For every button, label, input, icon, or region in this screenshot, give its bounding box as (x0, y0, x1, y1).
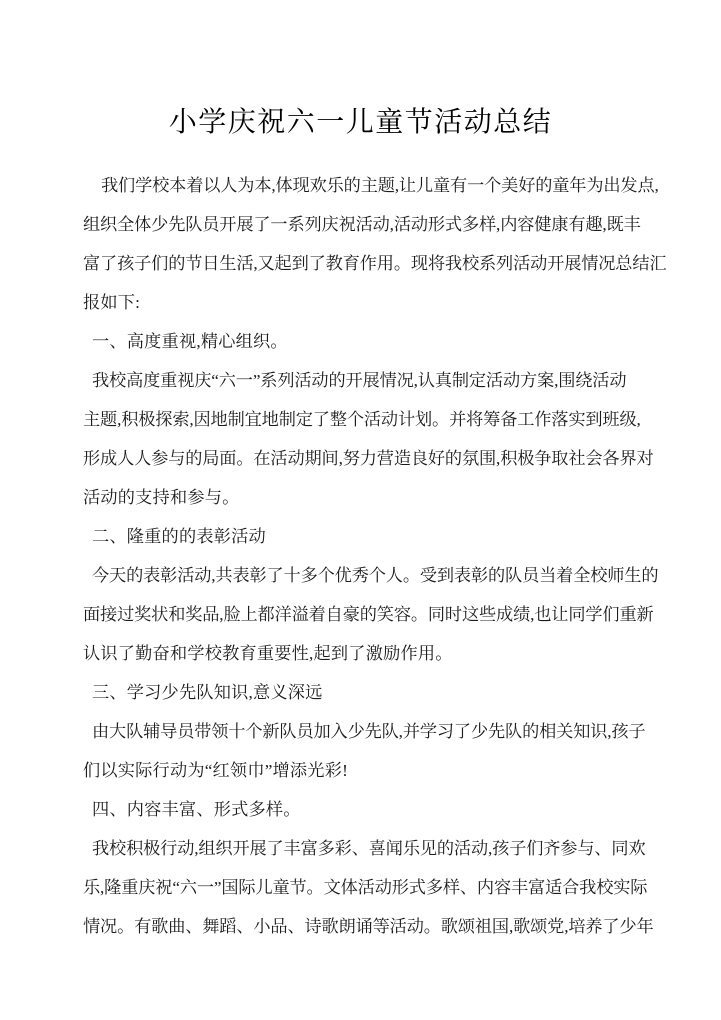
document-text-line: 富了孩子们的节日生活,又起到了教育作用。现将我校系列活动开展情况总结汇 (83, 254, 667, 273)
document-text-line: 我校积极行动,组织开展了丰富多彩、喜闻乐见的活动,孩子们齐参与、同欢 (92, 839, 646, 858)
document-body (83, 166, 667, 946)
document-text-line: 二、隆重的的表彰活动 (92, 527, 266, 546)
document-text-line: 们以实际行动为“红领巾”增添光彩! (83, 761, 349, 780)
document-text-line: 三、学习少先队知识,意义深远 (92, 683, 323, 702)
document-text-line: 情况。有歌曲、舞蹈、小品、诗歌朗诵等活动。歌颂祖国,歌颂党,培养了少年 (83, 917, 654, 936)
document-text-line: 由大队辅导员带领十个新队员加入少先队,并学习了少先队的相关知识,孩子 (92, 722, 646, 741)
document-text-line: 形成人人参与的局面。在活动期间,努力营造良好的氛围,积极争取社会各界对 (83, 449, 654, 468)
document-text-line: 我们学校本着以人为本,体现欢乐的主题,让儿童有一个美好的童年为出发点, (101, 176, 659, 195)
document-text-line: 四、内容丰富、形式多样。 (92, 800, 301, 819)
document-text-line: 我校高度重视庆“六一”系列活动的开展情况,认真制定活动方案,围绕活动 (92, 371, 627, 390)
document-text-line: 报如下: (83, 293, 141, 312)
document-text-line: 一、高度重视,精心组织。 (92, 332, 288, 351)
document-text-line: 主题,积极探索,因地制宜地制定了整个活动计划。并将筹备工作落实到班级, (83, 410, 641, 429)
document-text-line: 乐,隆重庆祝“六一”国际儿童节。文体活动形式多样、内容丰富适合我校实际 (83, 878, 648, 897)
page-title: 小学庆祝六一儿童节活动总结 (168, 105, 553, 137)
document-text-line: 面接过奖状和奖品,脸上都洋溢着自豪的笑容。同时这些成绩,也让同学们重新 (83, 605, 654, 624)
document-text-line: 今天的表彰活动,共表彰了十多个优秀个人。受到表彰的队员当着全校师生的 (92, 566, 659, 585)
document-text-line: 活动的支持和参与。 (83, 488, 240, 507)
document-text-line: 认识了勤奋和学校教育重要性,起到了激励作用。 (83, 644, 453, 663)
document-text-line: 组织全体少先队员开展了一系列庆祝活动,活动形式多样,内容健康有趣,既丰 (83, 215, 641, 234)
